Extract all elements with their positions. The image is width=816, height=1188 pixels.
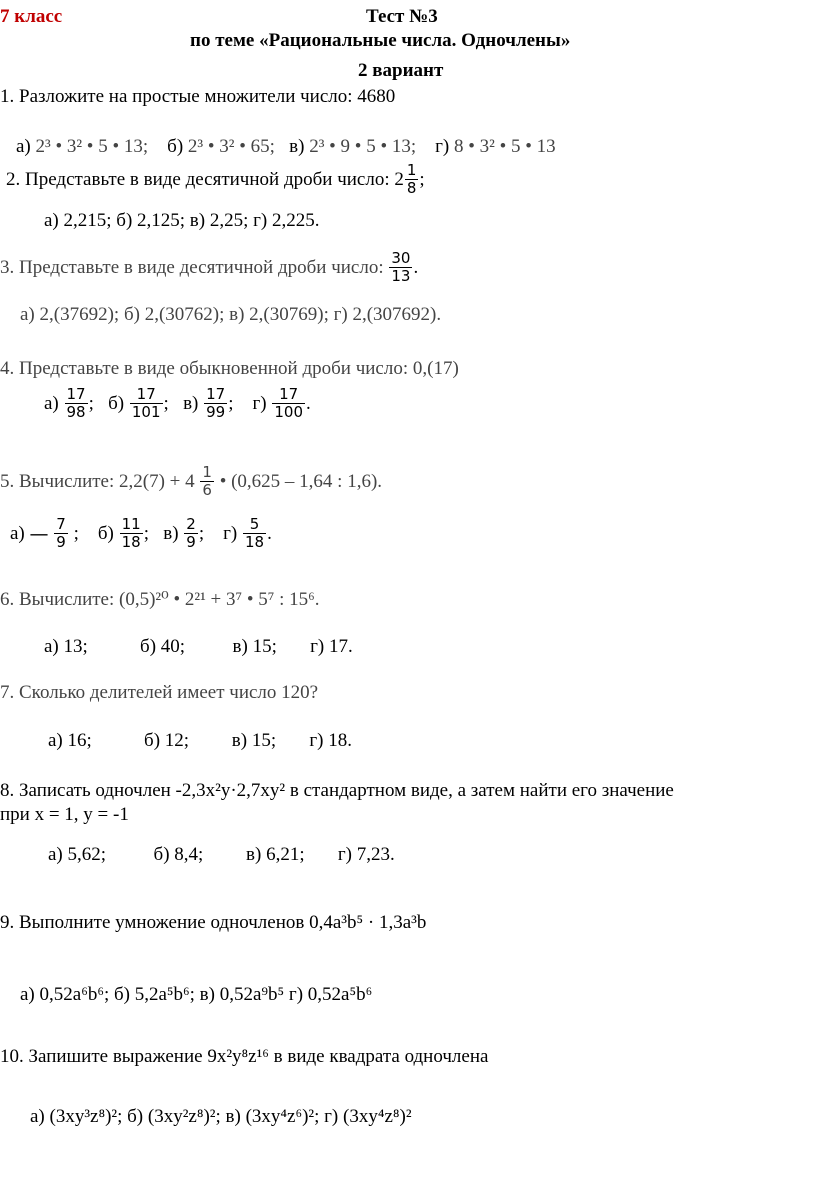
q1-option-d: 8 • 3² • 5 • 13 — [454, 136, 556, 157]
q4-option-d: $\frac{17}{100}$ — [274, 385, 304, 422]
question-8-text: 8. Записать одночлен -2,3x²y·2,7xy² в стандартном виде, а затем найти его значение — [0, 780, 674, 801]
question-3-line: 3. Представьте в виде десятичной дроби число: $\frac{30}{13}$ . — [0, 249, 419, 286]
question-2-text: 2. Представьте в виде десятичной дроби число: 2 — [6, 168, 404, 190]
q1-option-b-label: б) — [167, 136, 184, 157]
question-10-answers: а) (3xy³z⁸)²; б) (3xy²z⁸)²; в) (3xy⁴z⁶)²; г) (3xy⁴z⁸)² — [30, 1106, 412, 1127]
question-2-line: 2. Представьте в виде десятичной дроби число: 2 $\frac{1}{8}$ ; — [6, 161, 425, 198]
question-7-answers: а) 16; б) 12; в) 15; г) 18. — [48, 730, 353, 751]
question-6-answers: а) 13; б) 40; в) 15; г) 17. — [44, 636, 353, 657]
q4-option-c: $\frac{17}{99}$ — [206, 385, 226, 422]
question-9-answers: а) 0,52a⁶b⁶; б) 5,2a⁵b⁶; в) 0,52a⁹b⁵ г) 0,52a⁵b⁶ — [20, 984, 373, 1005]
question-5-tail: • (0,625 – 1,64 : 1,6). — [219, 470, 383, 492]
question-10-text: 10. Запишите выражение 9x²y⁸z¹⁶ в виде квадрата одночлена — [0, 1046, 489, 1067]
q5-option-d: $\frac{5}{18}$ — [244, 515, 265, 552]
test-title: Тест №3 — [366, 6, 438, 27]
question-5-answers: а) — $\frac{7}{9}$ ; б) $\frac{11}{18}$ ; в) $\frac{2}{9}$ ; г) $\frac{5}{18}$ . — [10, 515, 272, 552]
question-1-answers — [16, 136, 556, 158]
grade-label: 7 класс — [0, 6, 63, 27]
question-8-text-2: при x = 1, y = -1 — [0, 804, 129, 825]
q4-option-b: $\frac{17}{101}$ — [131, 385, 161, 422]
q5-option-c: $\frac{2}{9}$ — [186, 515, 196, 552]
question-9-text: 9. Выполните умножение одночленов 0,4a³b⁵ · 1,3a³b — [0, 912, 427, 933]
question-8-answers: а) 5,62; б) 8,4; в) 6,21; г) 7,23. — [48, 844, 395, 865]
question-6-text: 6. Вычислите: (0,5)²⁰ • 2²¹ + 3⁷ • 5⁷ : 15⁶. — [0, 589, 320, 610]
q5-fraction: $\frac{1}{6}$ — [202, 463, 212, 500]
question-3-text: 3. Представьте в виде десятичной дроби число: — [0, 256, 384, 278]
question-1-text: 1. Разложите на простые множители число: 4680 — [0, 86, 396, 107]
question-4-text: 4. Представьте в виде обыкновенной дроби число: 0,(17) — [0, 358, 459, 379]
q2-fraction: $\frac{1}{8}$ — [406, 161, 417, 198]
question-2-answers: а) 2,215; б) 2,125; в) 2,25; г) 2,225. — [44, 210, 320, 231]
q4-option-a: $\frac{17}{98}$ — [66, 385, 86, 422]
q1-option-c: 2³ • 9 • 5 • 13; — [309, 136, 417, 157]
q1-option-a-label: а) — [16, 136, 31, 157]
q5-option-b: $\frac{11}{18}$ — [121, 515, 141, 552]
question-3-answers: а) 2,(37692); б) 2,(30762); в) 2,(30769); г) 2,(307692). — [20, 304, 442, 325]
question-7-text: 7. Сколько делителей имеет число 120? — [0, 682, 319, 703]
q1-option-d-label: г) — [435, 136, 450, 157]
test-topic: по теме «Рациональные числа. Одночлены» — [190, 30, 571, 51]
q3-fraction: $\frac{30}{13}$ — [391, 249, 411, 286]
q1-option-c-label: в) — [289, 136, 305, 157]
question-4-answers: а) $\frac{17}{98}$ ; б) $\frac{17}{101}$ ; в) $\frac{17}{99}$ ; г) $\frac{17}{100}$ . — [44, 385, 311, 422]
question-5-text: 5. Вычислите: 2,2(7) + 4 — [0, 470, 195, 492]
q5-option-a: $\frac{7}{9}$ — [56, 515, 66, 552]
question-5-line — [0, 464, 382, 500]
q1-option-a: 2³ • 3² • 5 • 13; — [35, 136, 149, 157]
q1-option-b: 2³ • 3² • 65; — [187, 136, 275, 157]
test-variant: 2 вариант — [358, 60, 444, 81]
